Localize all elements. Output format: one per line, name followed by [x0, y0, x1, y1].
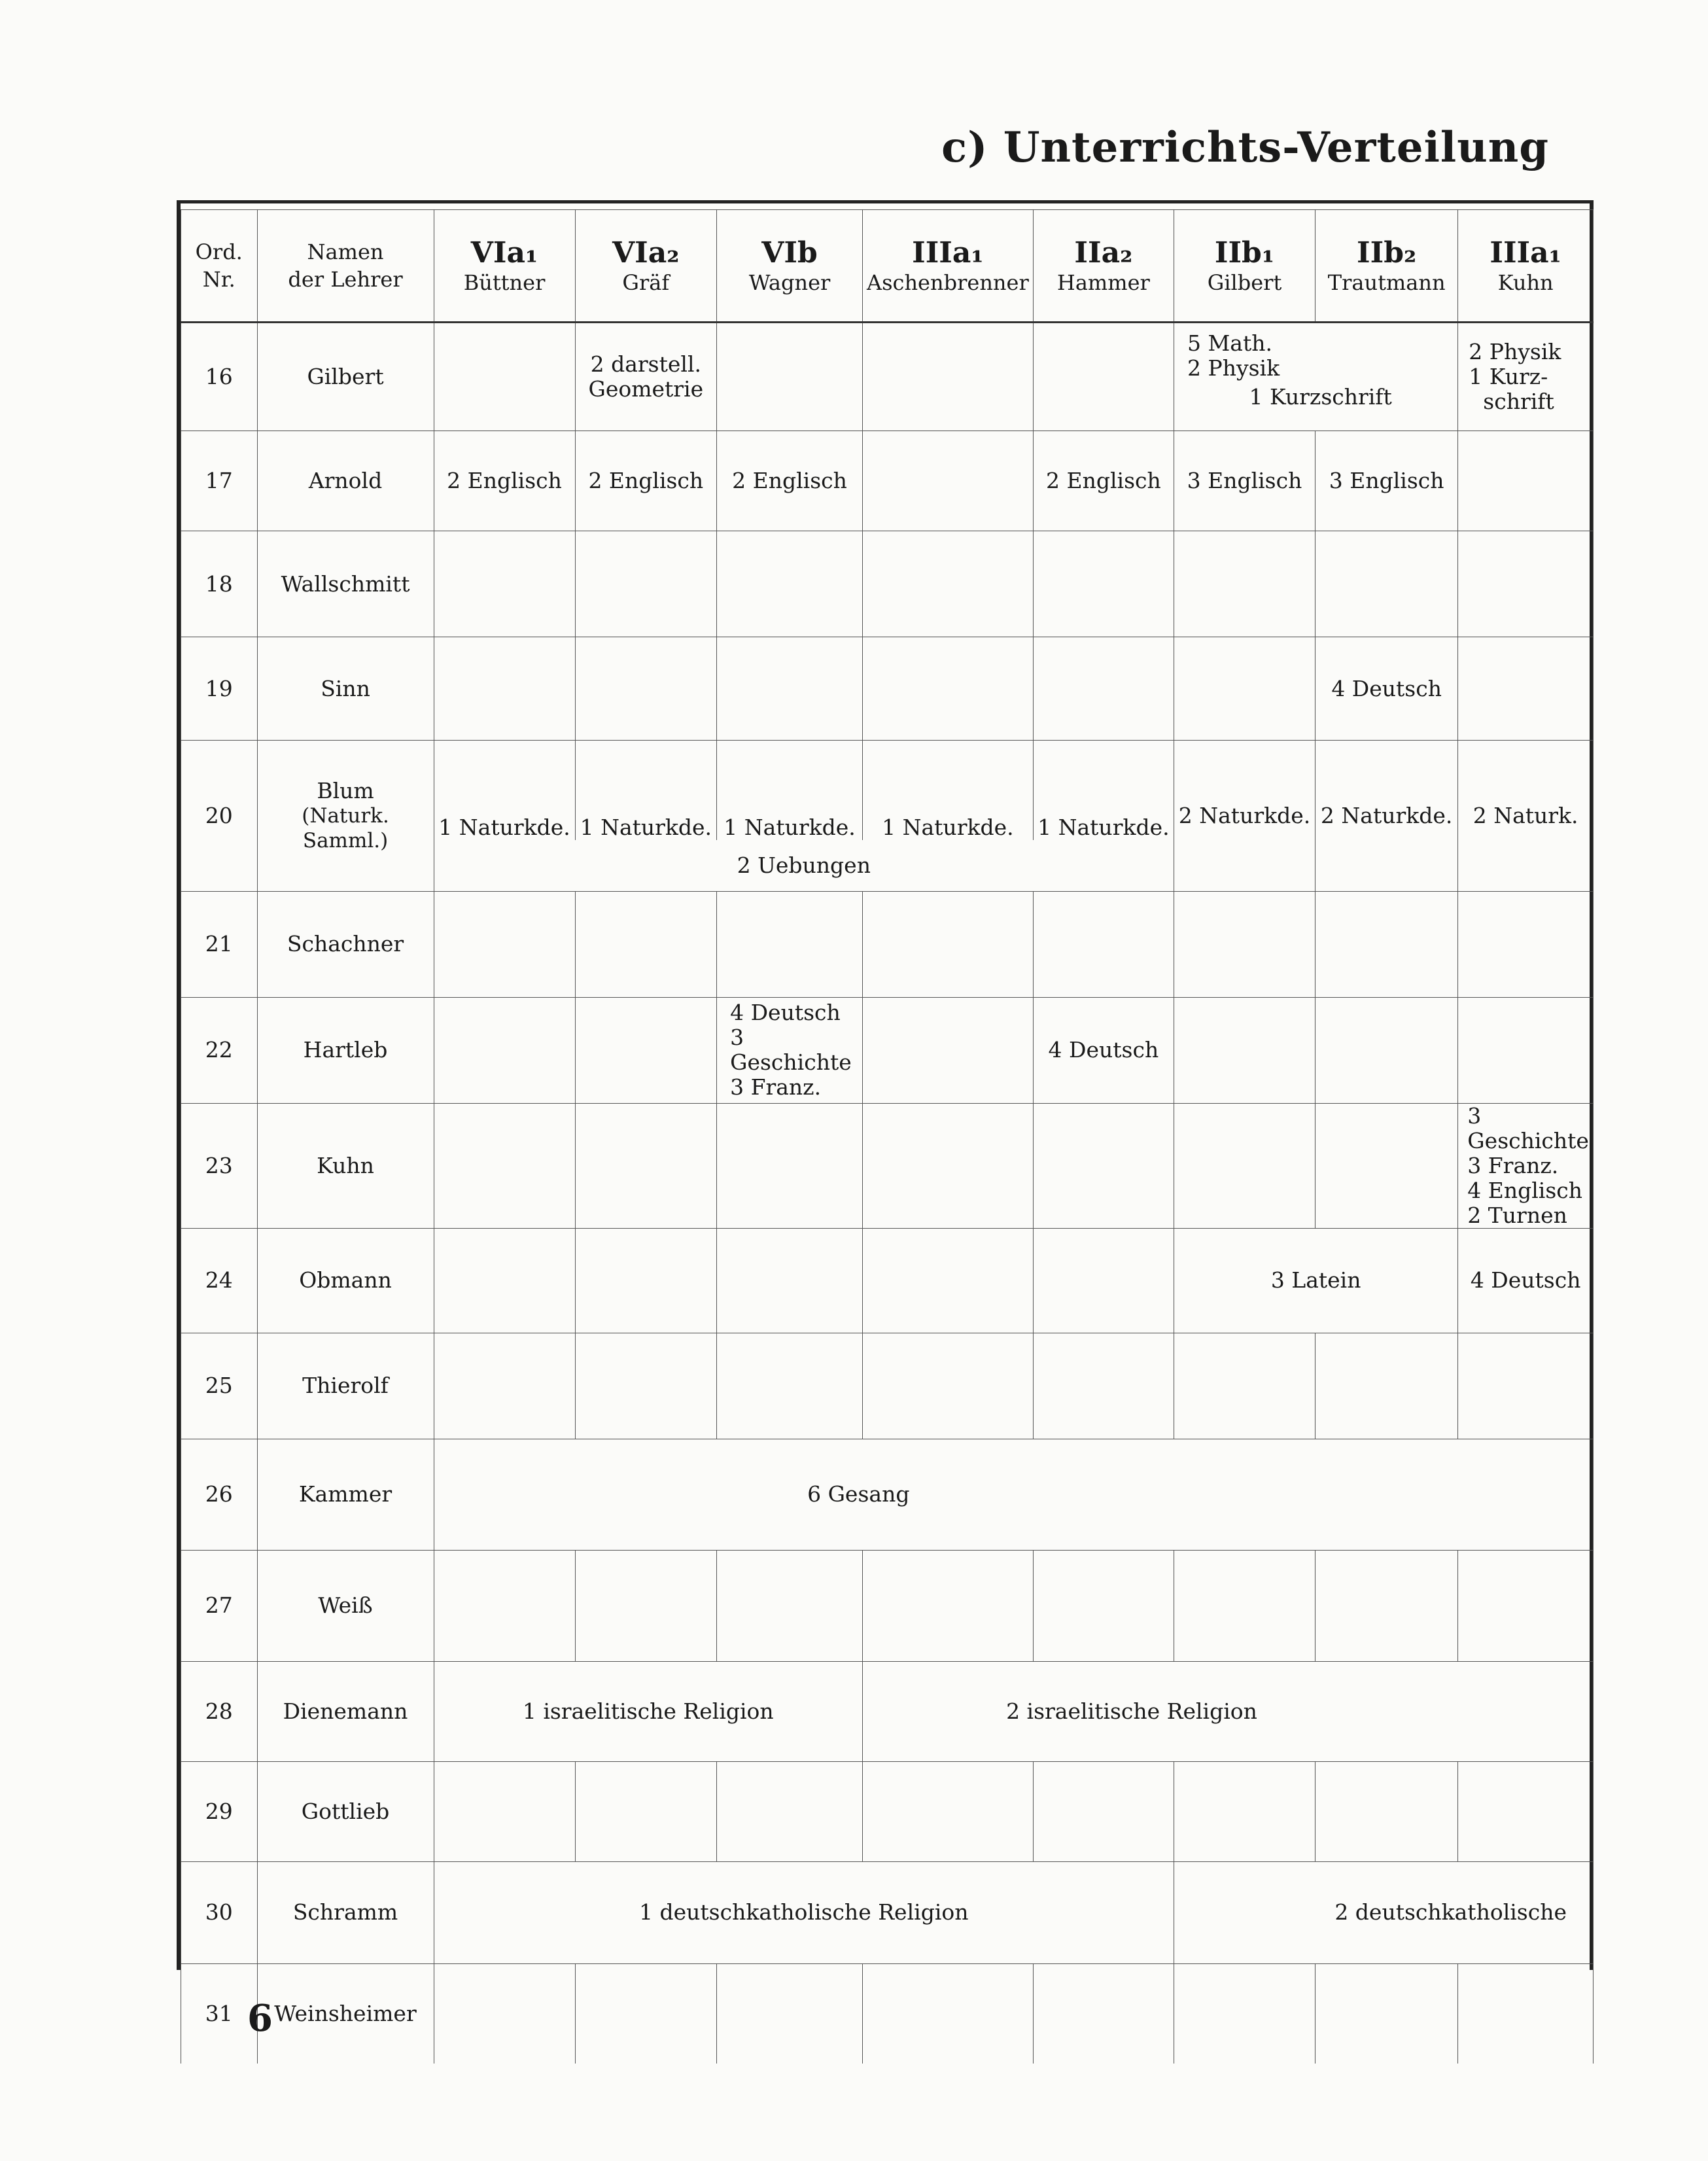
teacher-name-cell [257, 531, 434, 637]
cell [434, 323, 575, 431]
table-row [181, 431, 1594, 531]
subject: 1 Kurzschrift [1249, 384, 1392, 410]
cell [717, 323, 863, 431]
cell [717, 1550, 863, 1661]
cell: 3 Englisch [1174, 431, 1316, 531]
cell [862, 1103, 1033, 1228]
cell [717, 637, 863, 741]
table-row [181, 1550, 1594, 1661]
col-head-ord [181, 210, 258, 323]
cell-span: 1 deutschkatholische Religion [434, 1861, 1174, 1963]
row-number: 19 [181, 637, 258, 741]
teacher-name: Schramm [292, 1899, 398, 1925]
teacher-name: Weiß [318, 1592, 373, 1618]
cell: 4 Deutsch [1033, 997, 1174, 1103]
cell [717, 1228, 863, 1333]
cell [862, 431, 1033, 531]
table-row [181, 1661, 1594, 1761]
cell: 3 Englisch [1316, 431, 1458, 531]
teacher-name-cell [257, 637, 434, 741]
teacher-name: Blum [317, 777, 374, 803]
cell [862, 997, 1033, 1103]
table-row [181, 1228, 1594, 1333]
cell [1174, 1103, 1316, 1228]
cell [1316, 1333, 1458, 1439]
subject: schrift [1483, 389, 1554, 414]
cell [575, 531, 717, 637]
subject: 4 Englisch [1467, 1177, 1583, 1203]
cell [434, 637, 575, 741]
teacher-name-cell [257, 1861, 434, 1963]
table-row [181, 1861, 1594, 1963]
class-teacher: Büttner [463, 270, 546, 295]
teacher-name: Arnold [308, 468, 383, 493]
page-number: 6 [247, 1997, 273, 2040]
cell [434, 1228, 575, 1333]
cell: 1 Naturkde. [575, 741, 717, 841]
cell [862, 1333, 1033, 1439]
table-frame [177, 200, 1594, 2026]
cell [1458, 1333, 1594, 1439]
cell: 1 Naturkde. [434, 741, 575, 841]
cell: 1 Naturkde. [717, 741, 863, 841]
cell [575, 637, 717, 741]
cell [862, 531, 1033, 637]
class-teacher: Hammer [1056, 270, 1150, 295]
table-row [181, 1963, 1594, 2064]
cell [575, 323, 717, 431]
cell [717, 531, 863, 637]
ord-label: Ord. [195, 239, 243, 264]
teacher-name: Thierolf [302, 1373, 389, 1398]
cell [1174, 1963, 1316, 2064]
row-number: 24 [181, 1228, 258, 1333]
cell [575, 891, 717, 997]
subject: 3 Geschichte [1467, 1103, 1589, 1153]
cell [1316, 997, 1458, 1103]
cell [1316, 891, 1458, 997]
cell-span: 6 Gesang [434, 1439, 1593, 1550]
teacher-note: (Naturk. Samml.) [302, 803, 389, 852]
teacher-name: Kammer [298, 1481, 392, 1507]
teacher-name: Sinn [321, 675, 370, 701]
cell [1033, 1228, 1174, 1333]
table-row [181, 637, 1594, 741]
col-head-names [257, 210, 434, 323]
cell [1033, 637, 1174, 741]
row-number: 25 [181, 1333, 258, 1439]
teacher-name: Schachner [287, 931, 404, 957]
table-row [181, 1439, 1594, 1550]
cell [575, 1761, 717, 1861]
cell [1458, 1963, 1594, 2064]
cell: 2 Englisch [575, 431, 717, 531]
cell [1033, 1103, 1174, 1228]
cell [717, 1103, 863, 1228]
cell-span: 2 Uebungen [434, 840, 1174, 891]
col-head-class [1316, 210, 1458, 323]
cell-span: 3 Latein [1174, 1228, 1458, 1333]
row-number: 31 [181, 1963, 258, 2064]
teacher-name: Kuhn [317, 1152, 374, 1178]
cell [1033, 1963, 1174, 2064]
cell [1458, 431, 1594, 531]
teacher-name: Dienemann [283, 1698, 408, 1724]
teacher-name-cell [257, 1439, 434, 1550]
cell [717, 997, 863, 1103]
class-label: VIa₁ [470, 236, 538, 270]
cell [434, 531, 575, 637]
cell [434, 1761, 575, 1861]
table-row [181, 891, 1594, 997]
cell [1316, 1963, 1458, 2064]
cell-span: 2 deutschkatholische [1174, 1861, 1594, 1963]
cell [862, 891, 1033, 997]
teacher-name-cell [257, 891, 434, 997]
row-number: 17 [181, 431, 258, 531]
teacher-name-cell [257, 741, 434, 892]
cell [1174, 997, 1316, 1103]
col-head-class [862, 210, 1033, 323]
names-label: Namen [307, 239, 384, 264]
cell [575, 1963, 717, 2064]
cell [1033, 1333, 1174, 1439]
table-row [181, 997, 1594, 1103]
cell [862, 637, 1033, 741]
teacher-name-cell [257, 323, 434, 431]
cell: 2 Englisch [717, 431, 863, 531]
cell [434, 1550, 575, 1661]
teacher-name-cell [257, 1333, 434, 1439]
cell [1033, 1761, 1174, 1861]
table-row [181, 323, 1594, 431]
table-row [181, 1761, 1594, 1861]
teacher-name-cell [257, 431, 434, 531]
class-label: IIb₂ [1357, 236, 1417, 270]
cell [1033, 323, 1174, 431]
row-number: 30 [181, 1861, 258, 1963]
teacher-name-cell [257, 1661, 434, 1761]
cell [862, 1228, 1033, 1333]
cell [1316, 1550, 1458, 1661]
table-row [181, 531, 1594, 637]
teacher-name: Gilbert [307, 364, 384, 389]
class-label: IIIa₁ [912, 236, 984, 270]
cell-span [1174, 323, 1458, 431]
cell: 2 Englisch [434, 431, 575, 531]
class-teacher: Trautmann [1327, 270, 1446, 295]
cell [862, 323, 1033, 431]
row-number: 16 [181, 323, 258, 431]
subject: Geometrie [588, 376, 704, 402]
cell: 4 Deutsch [1316, 637, 1458, 741]
teacher-name: Hartleb [303, 1037, 388, 1063]
teacher-name-cell [257, 1963, 434, 2064]
cell [1458, 637, 1594, 741]
subject: 5 Math. [1187, 330, 1272, 356]
cell [1174, 1333, 1316, 1439]
subject: 2 darstell. [590, 351, 701, 377]
col-head-class [1458, 210, 1594, 323]
col-head-class [575, 210, 717, 323]
class-label: VIb [761, 236, 818, 270]
cell [717, 1333, 863, 1439]
row-number: 18 [181, 531, 258, 637]
cell [1174, 1550, 1316, 1661]
subject: 3 Geschichte [730, 1025, 852, 1075]
cell: 2 Englisch [1033, 431, 1174, 531]
cell [1458, 1761, 1594, 1861]
cell [862, 1550, 1033, 1661]
class-teacher: Kuhn [1497, 270, 1554, 295]
col-head-class [434, 210, 575, 323]
cell: 2 Naturkde. [1316, 741, 1458, 892]
cell [1033, 891, 1174, 997]
class-label: IIa₂ [1074, 236, 1133, 270]
cell [575, 1228, 717, 1333]
subject: 3 Franz. [1467, 1152, 1559, 1178]
cell [1174, 637, 1316, 741]
cell [1033, 531, 1174, 637]
cell: 2 Naturk. [1458, 741, 1594, 892]
cell [1458, 997, 1594, 1103]
row-number: 22 [181, 997, 258, 1103]
teacher-name-cell [257, 1228, 434, 1333]
cell [1316, 1761, 1458, 1861]
cell [1316, 531, 1458, 637]
cell [1458, 1550, 1594, 1661]
nr-label: Nr. [202, 267, 235, 292]
cell-span: 2 israelitische Religion [862, 1661, 1593, 1761]
row-number: 27 [181, 1550, 258, 1661]
cell: 2 Naturkde. [1174, 741, 1316, 892]
class-label: IIb₁ [1214, 236, 1275, 270]
col-head-class [1033, 210, 1174, 323]
cell: 1 Naturkde. [1033, 741, 1174, 841]
cell [717, 891, 863, 997]
teaching-distribution-table [181, 209, 1594, 2064]
cell [575, 997, 717, 1103]
row-number: 20 [181, 741, 258, 892]
section-title: c) Unterrichts-Verteilung [941, 123, 1549, 172]
teacher-name: Obmann [299, 1267, 392, 1293]
cell [1458, 891, 1594, 997]
cell-span: 1 israelitische Religion [434, 1661, 862, 1761]
cell [575, 1333, 717, 1439]
cell [434, 1333, 575, 1439]
cell [434, 1963, 575, 2064]
class-label: IIIa₁ [1490, 236, 1561, 270]
cell [575, 1103, 717, 1228]
cell [717, 1963, 863, 2064]
row-number: 23 [181, 1103, 258, 1228]
cell [575, 1550, 717, 1661]
cell [1174, 891, 1316, 997]
class-teacher: Wagner [748, 270, 831, 295]
cell [862, 1963, 1033, 2064]
table-row [181, 1333, 1594, 1439]
row-number: 29 [181, 1761, 258, 1861]
class-teacher: Gräf [622, 270, 670, 295]
teacher-name-cell [257, 1761, 434, 1861]
class-label: VIa₂ [612, 236, 680, 270]
cell [862, 1761, 1033, 1861]
subject: 1 Kurz- [1469, 364, 1548, 389]
cell [434, 1103, 575, 1228]
teacher-name: Wallschmitt [281, 571, 410, 597]
row-number: 28 [181, 1661, 258, 1761]
cell: 1 Naturkde. [862, 741, 1033, 841]
subject: 4 Deutsch [730, 1000, 841, 1025]
col-head-class [1174, 210, 1316, 323]
class-teacher: Aschenbrenner [866, 270, 1029, 295]
teacher-name: Weinsheimer [274, 2000, 417, 2026]
table-row [181, 1103, 1594, 1228]
row-number: 26 [181, 1439, 258, 1550]
cell [1033, 1550, 1174, 1661]
teacher-name: Gottlieb [301, 1798, 390, 1824]
cell [1458, 323, 1594, 431]
cell [1458, 1103, 1594, 1228]
teachers-label: der Lehrer [288, 267, 403, 292]
subject: 2 Physik [1187, 355, 1280, 381]
cell: 4 Deutsch [1458, 1228, 1594, 1333]
cell [1458, 531, 1594, 637]
cell [1174, 531, 1316, 637]
cell [717, 1761, 863, 1861]
cell [434, 997, 575, 1103]
teacher-name-cell [257, 997, 434, 1103]
col-head-class [717, 210, 863, 323]
header-row [181, 210, 1594, 323]
cell [1316, 1103, 1458, 1228]
row-number: 21 [181, 891, 258, 997]
teacher-name-cell [257, 1550, 434, 1661]
class-teacher: Gilbert [1207, 270, 1282, 295]
subject: 2 Physik [1469, 339, 1561, 364]
table-row [181, 741, 1594, 841]
subject: 3 Franz. [730, 1074, 822, 1100]
subject: 2 Turnen [1467, 1202, 1567, 1228]
cell [1174, 1761, 1316, 1861]
cell [434, 891, 575, 997]
teacher-name-cell [257, 1103, 434, 1228]
